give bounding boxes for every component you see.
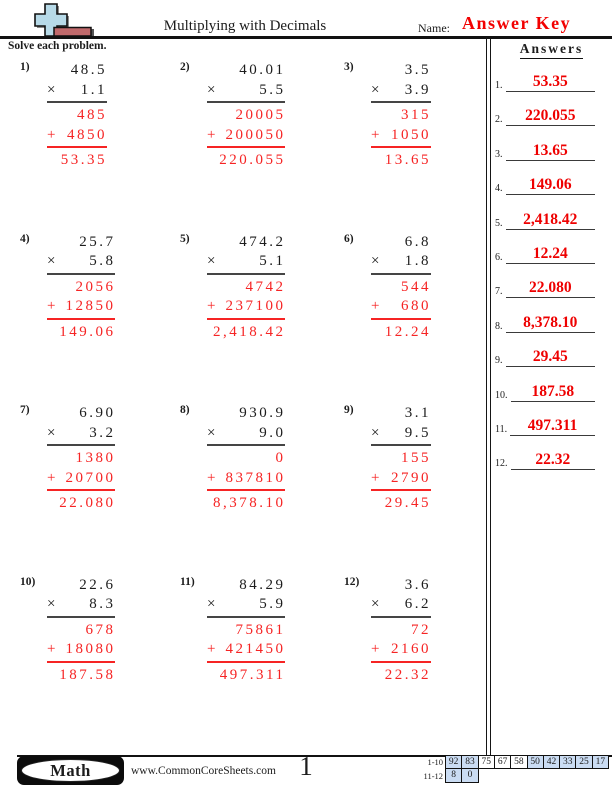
partial-product-2-row [207, 640, 285, 663]
partial-product-2-row [47, 297, 115, 320]
product: 13.65 [384, 152, 431, 168]
problem-work [207, 404, 285, 514]
plus-icon: + [47, 641, 56, 657]
partial-product-2-row [371, 640, 431, 663]
instruction-text: Solve each problem. [8, 40, 107, 52]
score-cell: 0 [461, 768, 478, 783]
answer-number: 7. [495, 286, 503, 298]
partial-product-1: 1380 [75, 450, 116, 466]
multiplicand: 6.90 [79, 405, 116, 421]
partial-product-2: 421450 [225, 641, 286, 657]
answer-number: 6. [495, 251, 503, 263]
score-cell: 50 [527, 755, 544, 770]
multiplicand: 3.6 [404, 576, 431, 593]
multiply-icon: × [371, 596, 380, 612]
score-cell: 83 [461, 755, 478, 770]
plus-icon: + [47, 126, 56, 143]
answer-value: 2,418.42 [506, 211, 596, 230]
header-rule [0, 36, 612, 39]
score-cell: 8 [445, 768, 462, 783]
product: 29.45 [384, 495, 431, 511]
page-number: 1 [299, 751, 313, 781]
score-cell: 42 [543, 755, 560, 770]
answer-item-2 [493, 92, 610, 126]
multiplicand: 22.6 [79, 576, 116, 593]
problem-11 [166, 571, 330, 743]
product: 497.311 [219, 666, 286, 683]
partial-product-2-row [207, 297, 285, 320]
problem-work [371, 576, 431, 686]
product: 12.24 [384, 323, 431, 340]
multiplicand: 84.29 [239, 576, 286, 593]
score-cell: 67 [494, 755, 511, 770]
partial-product-1: 155 [401, 450, 431, 466]
multiply-icon: × [371, 81, 380, 98]
problem-number: 2) [180, 61, 190, 73]
problem-work [207, 233, 285, 343]
multiply-icon: × [207, 596, 216, 612]
score-cell: 33 [559, 755, 576, 770]
partial-product-2: 12850 [65, 298, 116, 314]
product: 187.58 [59, 666, 116, 683]
answer-number: 2. [495, 114, 503, 126]
problem-10 [6, 571, 166, 743]
partial-product-1: 72 [411, 621, 431, 638]
multiplier: 1.1 [80, 81, 107, 98]
answer-number: 11. [495, 423, 508, 435]
plus-icon: + [47, 469, 56, 486]
score-row-2 [414, 769, 609, 784]
score-cell: 25 [575, 755, 592, 770]
multiply-icon: × [371, 253, 380, 269]
multiplier: 6.2 [404, 596, 431, 612]
partial-product-2-row [207, 469, 285, 492]
problem-12 [330, 571, 484, 743]
partial-product-2: 1050 [391, 126, 431, 143]
answer-item-12 [493, 436, 610, 470]
problem-number: 7) [20, 404, 30, 416]
multiplier-row [371, 252, 431, 275]
multiplier-row [47, 81, 107, 104]
plus-icon: + [207, 641, 216, 657]
problem-9 [330, 399, 484, 571]
answer-value: 22.32 [511, 451, 596, 470]
score-row-label: 11-12 [423, 771, 444, 781]
multiplicand: 48.5 [70, 62, 107, 78]
partial-product-1: 2056 [75, 278, 116, 295]
multiplier-row [47, 424, 115, 447]
answers-divider [486, 37, 491, 756]
partial-product-2: 4850 [67, 126, 107, 143]
product: 149.06 [59, 323, 116, 340]
multiplier: 5.5 [259, 81, 286, 98]
math-logo [17, 756, 124, 785]
answer-item-3 [493, 126, 610, 160]
multiplier: 9.5 [404, 424, 431, 441]
product: 8,378.10 [212, 495, 286, 511]
problem-1 [6, 56, 166, 228]
answers-title: Answers [520, 41, 584, 59]
partial-product-1: 485 [77, 107, 107, 123]
plus-icon: + [371, 641, 380, 657]
score-cell: 75 [478, 755, 495, 770]
problem-work [47, 61, 107, 171]
problem-number: 9) [344, 404, 354, 416]
multiplier: 9.0 [259, 424, 286, 441]
problem-work [47, 576, 115, 686]
multiplier: 5.1 [259, 253, 286, 269]
product: 220.055 [219, 152, 286, 168]
answer-value: 8,378.10 [506, 314, 596, 333]
website-url: www.CommonCoreSheets.com [131, 765, 276, 777]
multiplicand: 474.2 [239, 233, 286, 250]
score-cell: 58 [510, 755, 527, 770]
partial-product-2-row [371, 126, 431, 149]
plus-icon: + [207, 298, 216, 314]
problem-work [47, 404, 115, 514]
problem-7 [6, 399, 166, 571]
multiply-icon: × [47, 253, 56, 269]
problem-3 [330, 56, 484, 228]
multiplier-row [371, 595, 431, 618]
math-logo-label: Math [50, 760, 91, 780]
problem-work [371, 61, 431, 171]
partial-product-2: 20700 [65, 469, 116, 486]
name-label: Name: [418, 21, 450, 35]
score-row-1 [414, 755, 609, 770]
answer-item-5 [493, 195, 610, 229]
problem-2 [166, 56, 330, 228]
problem-number: 8) [180, 404, 190, 416]
answer-value: 13.65 [506, 142, 596, 161]
partial-product-1: 75861 [235, 621, 286, 638]
multiplier: 5.9 [259, 596, 286, 612]
problem-number: 4) [20, 232, 30, 245]
answer-number: 5. [495, 217, 503, 229]
multiply-icon: × [47, 81, 56, 98]
answer-item-4 [493, 161, 610, 195]
problem-4 [6, 228, 166, 400]
multiplier-row [47, 252, 115, 275]
score-cell: 17 [592, 755, 609, 770]
partial-product-2-row [371, 469, 431, 492]
problem-number: 5) [180, 232, 190, 245]
multiplicand: 930.9 [239, 405, 286, 421]
multiply-icon: × [207, 81, 216, 98]
partial-product-2: 18080 [65, 641, 116, 657]
answer-number: 12. [495, 458, 508, 470]
answer-number: 10. [495, 389, 508, 401]
plus-icon: + [371, 298, 380, 314]
multiply-icon: × [371, 424, 380, 441]
answer-item-6 [493, 230, 610, 264]
answer-value: 149.06 [506, 176, 596, 195]
page-title: Multiplying with Decimals [163, 18, 327, 34]
answer-item-1 [493, 59, 610, 92]
multiplier-row [371, 424, 431, 447]
multiplier-row [207, 81, 285, 104]
problem-number: 11) [180, 575, 195, 588]
partial-product-2: 680 [401, 298, 431, 314]
multiplier: 1.8 [404, 253, 431, 269]
score-row-label: 1-10 [427, 756, 444, 767]
product: 22.080 [59, 495, 116, 511]
multiplier-row [47, 595, 115, 618]
partial-product-2-row [47, 126, 107, 149]
multiplicand: 25.7 [79, 233, 116, 250]
multiplicand: 6.8 [404, 233, 431, 250]
partial-product-1: 315 [401, 107, 431, 123]
answer-key-text: Answer Key [462, 13, 572, 33]
multiply-icon: × [47, 424, 56, 441]
answer-item-11 [493, 402, 610, 436]
problem-work [207, 576, 285, 686]
multiplicand: 40.01 [239, 62, 286, 78]
partial-product-2: 200050 [225, 126, 286, 143]
problem-work [371, 404, 431, 514]
problem-6 [330, 228, 484, 400]
answer-item-9 [493, 333, 610, 367]
multiplier-row [371, 81, 431, 104]
partial-product-2-row [47, 469, 115, 492]
answer-number: 4. [495, 183, 503, 195]
problem-work [371, 233, 431, 343]
multiply-icon: × [47, 596, 56, 612]
answer-value: 12.24 [506, 245, 596, 264]
multiplier: 3.2 [89, 424, 116, 441]
answers-list [493, 59, 610, 470]
plus-icon: + [47, 298, 56, 314]
answer-value: 497.311 [510, 417, 595, 436]
score-table [414, 755, 609, 784]
partial-product-2: 837810 [225, 469, 286, 486]
answer-number: 9. [495, 355, 503, 367]
multiply-icon: × [207, 253, 216, 269]
answer-value: 29.45 [506, 348, 596, 367]
multiplier: 3.9 [404, 81, 431, 98]
answer-value: 187.58 [511, 383, 596, 402]
answer-number: 1. [495, 80, 503, 91]
answer-item-7 [493, 264, 610, 298]
partial-product-1: 0 [275, 450, 286, 466]
problem-8 [166, 399, 330, 571]
answer-value: 53.35 [506, 73, 596, 92]
problem-number: 10) [20, 575, 36, 588]
multiplier: 5.8 [89, 253, 116, 269]
partial-product-2: 2160 [391, 641, 431, 657]
score-cell: 92 [445, 755, 462, 770]
partial-product-1: 20005 [235, 107, 286, 123]
answer-item-10 [493, 367, 610, 401]
partial-product-2: 237100 [225, 298, 286, 314]
answers-panel [493, 40, 610, 470]
multiplicand: 3.1 [404, 405, 431, 421]
problem-work [207, 61, 285, 171]
answer-item-8 [493, 298, 610, 332]
answer-number: 3. [495, 148, 503, 160]
answer-value: 22.080 [506, 279, 596, 298]
plus-icon: + [207, 126, 216, 143]
multiplier-row [207, 252, 285, 275]
product: 2,418.42 [212, 323, 286, 340]
partial-product-1: 678 [85, 621, 116, 638]
plus-icon: + [207, 469, 216, 486]
problem-number: 3) [344, 61, 354, 73]
answer-value: 220.055 [506, 107, 596, 126]
problem-number: 1) [20, 61, 30, 73]
product: 22.32 [384, 666, 431, 683]
product: 53.35 [60, 152, 107, 168]
problems-grid [6, 56, 484, 742]
problem-5 [166, 228, 330, 400]
multiplier-row [207, 424, 285, 447]
problem-work [47, 233, 115, 343]
partial-product-2-row [47, 640, 115, 663]
multiply-icon: × [207, 424, 216, 441]
multiplicand: 3.5 [404, 62, 431, 78]
partial-product-2-row [371, 297, 431, 320]
partial-product-2-row [207, 126, 285, 149]
multiplier: 8.3 [89, 596, 116, 612]
partial-product-1: 4742 [245, 278, 286, 295]
answer-number: 8. [495, 320, 503, 332]
plus-icon: + [371, 469, 380, 486]
partial-product-2: 2790 [391, 469, 431, 486]
problem-number: 6) [344, 232, 354, 245]
partial-product-1: 544 [401, 278, 431, 295]
multiplier-row [207, 595, 285, 618]
problem-number: 12) [344, 575, 360, 588]
plus-icon: + [371, 126, 380, 143]
